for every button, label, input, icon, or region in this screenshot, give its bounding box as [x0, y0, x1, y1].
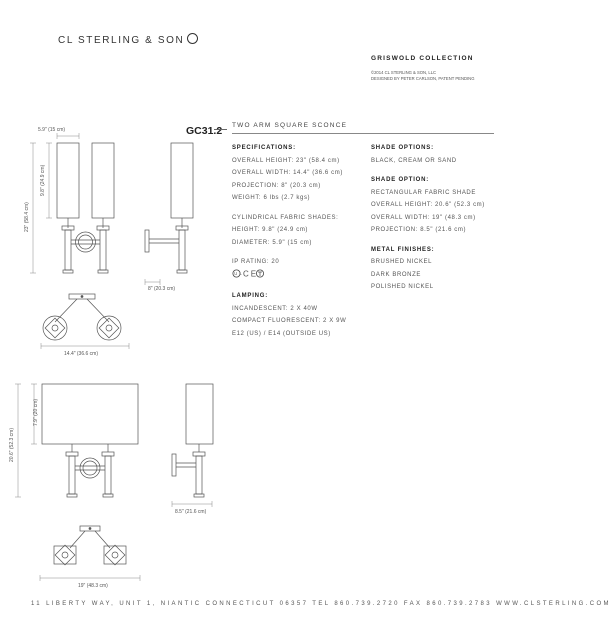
plan-view-cylindrical [43, 294, 121, 340]
finish-line: BRUSHED NICKEL [371, 259, 433, 265]
footer-contact: 11 LIBERTY WAY, UNIT 1, NIANTIC CONNECTICUT 06357 TEL 860.739.2720 FAX 860.739.2783 WWW.CLSTERLING.COM [31, 601, 611, 607]
shade-line: HEIGHT: 9.8" (24.9 cm) [232, 227, 309, 233]
front-elevation-rectangular [42, 384, 138, 497]
shade-option-line: OVERALL WIDTH: 19" (48.3 cm) [371, 214, 476, 221]
spec-line: PROJECTION: 8" (20.3 cm) [232, 182, 321, 189]
dim-width-cyl: 14.4" (36.6 cm) [64, 351, 99, 357]
spec-line: WEIGHT: 6 lbs (2.7 kgs) [232, 195, 311, 201]
shade-line: CYLINDRICAL FABRIC SHADES: [232, 214, 339, 221]
lamping-line: E12 (US) / E14 (OUTSIDE US) [232, 330, 331, 337]
shade-options-value: BLACK, CREAM OR SAND [371, 157, 457, 164]
dim-shade-height-rect: 7.9" (20 cm) [33, 398, 39, 426]
ip-rating: IP RATING: 20 [232, 259, 280, 265]
dim-projection-rect: 8.5" (21.6 cm) [175, 509, 207, 515]
side-elevation-cylindrical [145, 143, 193, 273]
brand-name: CL STERLING & SON [58, 35, 185, 46]
designer-credit: DESIGNED BY PETER CARLSON, PATENT PENDING [371, 76, 475, 81]
dim-projection-cyl: 8" (20.3 cm) [148, 286, 176, 292]
lamping-line: INCANDESCENT: 2 X 40W [232, 305, 318, 312]
ce-icon: CE [243, 269, 259, 278]
dim-shade-width-cyl: 5.9" (15 cm) [38, 127, 66, 133]
specs-heading: SPECIFICATIONS: [232, 145, 296, 151]
finish-line: DARK BRONZE [371, 271, 421, 278]
product-code: GC31.2 [186, 125, 223, 137]
finishes-heading: METAL FINISHES: [371, 246, 435, 253]
shade-line: DIAMETER: 5.9" (15 cm) [232, 239, 313, 246]
dim-overall-height-cyl: 23" (58.4 cm) [24, 202, 30, 232]
collection-name: GRISWOLD COLLECTION [371, 55, 474, 62]
shade-options-heading: SHADE OPTIONS: [371, 145, 434, 151]
product-title: TWO ARM SQUARE SCONCE [232, 122, 348, 129]
front-elevation-cylindrical [57, 143, 114, 273]
dim-overall-height-rect: 20.6" (52.3 cm) [9, 427, 15, 462]
side-elevation-rectangular [172, 384, 213, 497]
finish-line: POLISHED NICKEL [371, 284, 434, 290]
copyright: ©2014 CL STERLING & SON, LLC [371, 70, 437, 75]
shade-option-line: PROJECTION: 8.5" (21.6 cm) [371, 227, 467, 233]
dim-shade-height-cyl: 9.8" (24.9 cm) [40, 164, 46, 196]
shade-option-line: RECTANGULAR FABRIC SHADE [371, 189, 476, 196]
dim-width-rect: 19" (48.3 cm) [78, 583, 108, 589]
lamping-heading: LAMPING: [232, 293, 269, 299]
shade-option-heading: SHADE OPTION: [371, 177, 430, 183]
spec-line: OVERALL WIDTH: 14.4" (36.6 cm) [232, 170, 343, 176]
shade-option-line: OVERALL HEIGHT: 20.6" (52.3 cm) [371, 202, 485, 208]
plan-view-rectangular [54, 526, 126, 565]
spec-line: OVERALL HEIGHT: 23" (58.4 cm) [232, 157, 340, 164]
ul-icon-text: UL [234, 270, 244, 276]
lamping-line: COMPACT FLUORESCENT: 2 X 9W [232, 318, 347, 324]
